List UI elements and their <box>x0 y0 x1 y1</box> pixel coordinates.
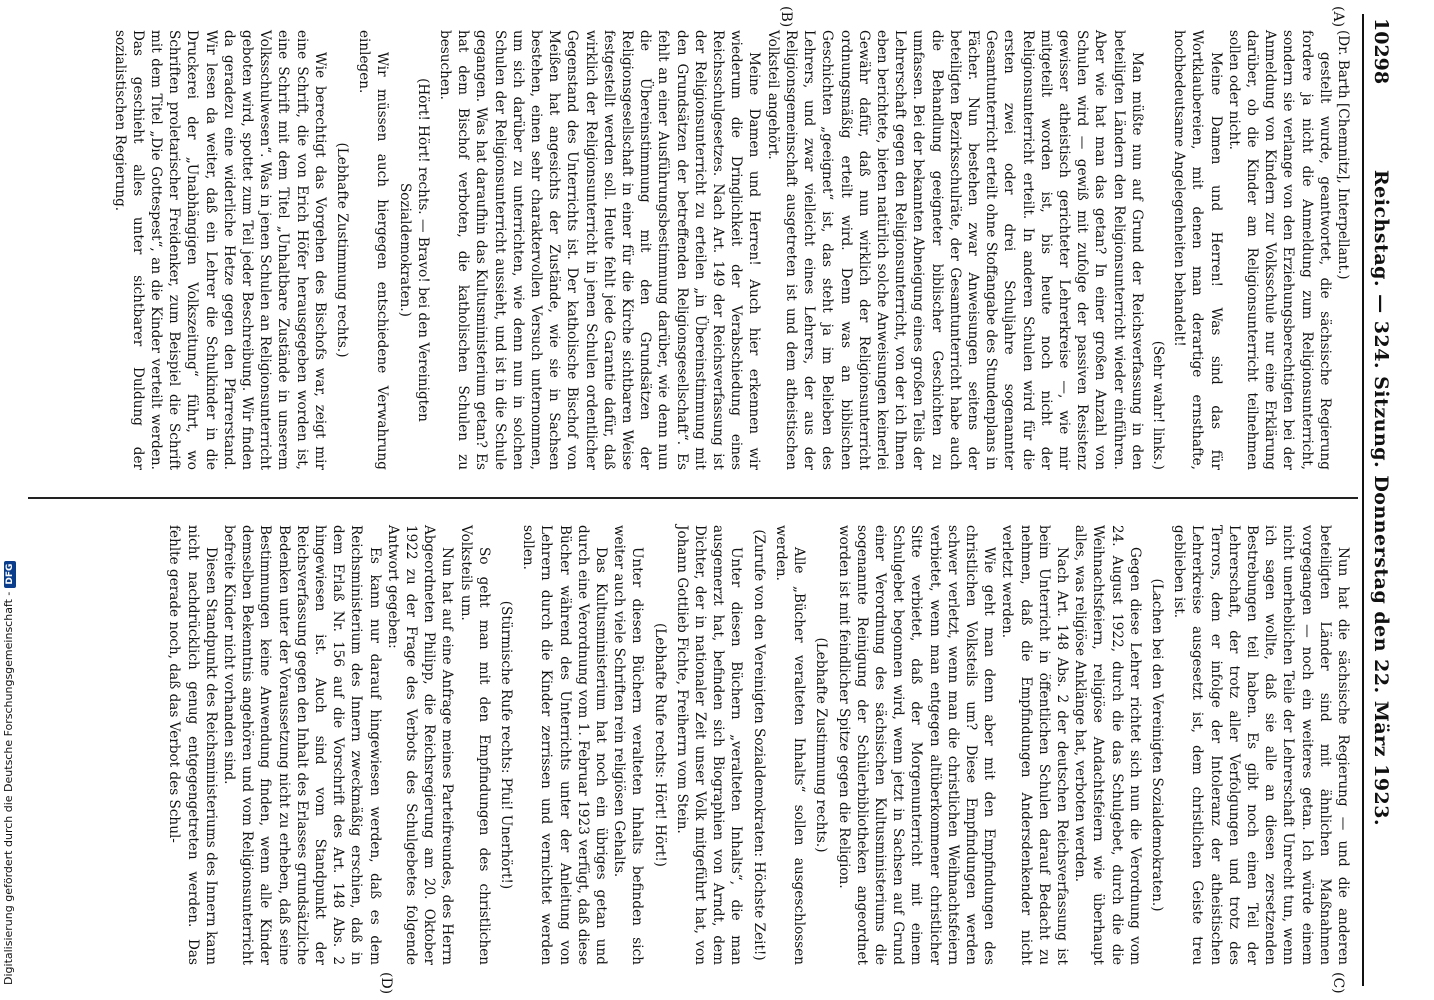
interjection: (Zurufe von den Vereinigten Sozialdemokraten: Höchste Zeit!) <box>750 529 767 961</box>
paragraph: Nun hat auf eine Anfrage meines Parteifreundes, des Herrn Abgeordneten Philipp, die Reichsregierung am 20. Oktober 1922 zu der Frage des Verbots des Schulgebetes folgende Antwort gegeben: <box>384 525 456 965</box>
header-rule <box>1362 14 1364 986</box>
dfg-logo: DFG <box>4 561 16 588</box>
paragraph: Meine Damen und Herren! Auch hier erkennen wir wiederum die Dringlichkeit der Verabschiedung eines Reichsschulgesetzes. Nach Art. 149 der Reichsverfassung ist der Religionsunterricht zu erteilen „in Übereinstimmung mit den Grundsätzen der betreffenden Religionsgesellschaft“. Es fehlt an einer Ausführungsbestimmung darüber, wie denn nun die Übereinstimmung mit den Grundsätzen der Religionsgesellschaft in einer für die Kirche sichtbaren Weise festgestellt werden soll. Heute fehlt jede Garantie dafür, daß wirklich der Religionsunterricht in jenen Schulen ordentlicher Gegenstand des Unterrichts ist. Der katholische Bischof von Meißen hat angesichts der Zustände, wie sie in Sachsen bestehen, einen sehr charaktervollen Versuch unternommen, um sich darüber zu unterrichten, wie denn nun in solchen Schulen der Religionsunterricht aussieht, und ist in die Schule gegangen. Was hat daraufhin das Kultusministerium getan? Es hat dem Bischof verboten, die katholischen Schulen zu besuchen. <box>437 30 763 470</box>
paragraph: Meine Damen und Herren! Was sind das für Wortklaubereien, mit denen man derartige ernsthafte, hochbedeutsame Angelegenheiten behandelt! <box>1171 30 1224 470</box>
paragraph: Alle „Bücher veralteten Inhalts“ sollen ausgeschlossen werden. <box>772 525 808 965</box>
margin-marker-b: (B) <box>778 6 794 28</box>
interjection: (Lachen bei den Vereinigten Sozialdemokraten.) <box>1148 578 1165 912</box>
paragraph: Wie berechtigt das Vorgehen des Bischofs war, zeigt mir eine Schrift, die von Erich Höfer herausgegeben worden ist, eine Schrift mit dem Titel „Unhaltbare Zustände in unserem Volksschulwesen“. Was in jenen Schulen an Religionsunterricht geboten wird, spottet zum Teil jeder Beschreibung. Wir finden da geradezu eine widerliche Hetze gegen den Pfarrerstand. Wir lesen da weiter, daß ein Lehrer die Schulkinder in die Druckerei der „Unabhängigen Volkszeitung“ führt, wo Schriften proletarischer Freidenker, zum Beispiel die Schrift mit dem Titel „Die Gottespest“, an die Kinder verteilt werden. Das geschieht alles unter sichtbarer Duldung der sozialistischen Regierung. <box>111 30 328 470</box>
page-number: 10298 <box>1370 18 1392 85</box>
page-header <box>1364 18 1394 978</box>
interjection: (Lebhafte Zustimmung rechts.) <box>334 142 351 358</box>
margin-marker-a: (A) <box>1330 6 1346 28</box>
paragraph: Unter diesen Büchern veralteten Inhalts befinden sich weiter auch viele Schriften rein religiösen Gehalts. <box>611 525 646 965</box>
paragraph: Wir müssen auch hiergegen entschiedene Verwahrung einlegen. <box>356 30 391 470</box>
digitization-credit-text: Digitalisierung gefördert durch die Deutsche Forschungsgemeinschaft - <box>2 591 15 985</box>
paragraph: So geht man mit den Empfindungen des christlichen Volksteils um. <box>457 525 492 965</box>
paragraph: Man müßte nun auf Grund der Reichsverfassung in den beteiligten Ländern den Religionsunterricht wieder einführen. Aber wie hat man das getan? In einer großen Anzahl von Schulen wird — gewiß mit zufolge der passiven Resistenz gewisser atheistisch gerichteter Lehrerkreise —, wie mir mitgeteilt worden ist, bis heute noch nicht der Religionsunterricht erteilt. In anderen Schulen wird für die ersten zwei oder drei Schuljahre sogenannter Gesamtunterricht erteilt ohne Stoffangabe des Stundenplans in Fächer. Nun bestehen zwar Anweisungen seitens der beteiligten Bezirksschulräte, der Gesamtunterricht habe auch die Behandlung geeigneter biblischer Geschichten zu umfassen. Bei der bekannten Abneigung eines großen Teils der Lehrerschaft gegen den Religionsunterricht, von der ich Ihnen eben berichtete, bieten natürlich solche Anweisungen keinerlei Gewähr dafür, daß nun wirklich der Religionsunterricht ordnungsmäßig erteilt wird. Denn was an biblischen Geschichten „geeignet“ ist, das steht ja im Belieben des Lehrers, und zwar vielleicht eines Lehrers, der aus der Religionsgemeinschaft ausgetreten ist und dem atheistischen Volksteil angehört. <box>764 30 1145 470</box>
paragraph: Es kann nur darauf hingewiesen werden, daß es dem Reichsministerium des Innern zweckmäßig erschien, daß in dem Erlaß Nr. 156 auf die Vorschrift des Art. 148 Abs. 2 hingewiesen ist. Auch sind vom Standpunkt der Reichsverfassung gegen den Inhalt des Erlasses grundsätzliche Bedenken unter der Voraussetzung nicht zu erheben, daß seine Bestimmungen keine Anwendung finden, wenn alle Kinder demselben Bekenntnis angehören und vom Religionsunterricht befreite Kinder nicht vorhanden sind. <box>221 525 383 965</box>
paragraph: Gegen diese Lehrer richtet sich nun die Verordnung vom 24. August 1922, durch die das Schulgebet, durch die die Weihnachtsfeiern, religiöse Andachtsfeiern wie überhaupt alles, was religiöse Anklänge hat, verboten werden. <box>1072 525 1143 965</box>
right-column <box>165 525 1352 965</box>
paragraph: Diesen Standpunkt des Reichsministeriums des Innern kann nicht nachdrücklich genug entgegengetreten werden. Das fehlte gerade noch, daß das Verbot des Schul- <box>166 525 219 965</box>
paragraph: Nun hat die sächsische Regierung — und die anderen beteiligten Länder sind mit ähnlichen Maßnahmen vorgegangen — noch ein weiteres getan. Ich würde einem nicht unerheblichen Teile der Lehrerschaft Unrecht tun, wenn ich sagen wollte, daß sie alle an diesen zersetzenden Bestrebungen teil haben. Es gibt noch einen Teil der Lehrerschaft, der trotz aller Verfolgungen und trotz des Terrors, dem er infolge der Intoleranz der atheistischen Lehrerkreise ausgesetzt ist, dem christlichen Geiste treu geblieben ist. <box>1171 525 1351 965</box>
paragraph: Nach Art. 148 Abs. 2 der deutschen Reichsverfassung ist beim Unterricht in öffentlichen Schulen darauf Bedacht zu nehmen, daß die Empfindungen Andersdenkender nicht verletzt werden. <box>999 525 1070 965</box>
margin-marker-d: (D) <box>378 972 394 995</box>
interjection: (Stürmische Rufe rechts: Pfui! Unerhört!) <box>498 600 515 890</box>
interjection: (Sehr wahr! links.) <box>1149 340 1166 470</box>
digitization-credit <box>2 561 16 985</box>
interjection: (Lebhafte Rufe rechts: Hört! Hört!) <box>651 623 668 867</box>
interjection: (Lebhafte Zustimmung rechts.) <box>813 637 830 853</box>
column-divider <box>28 497 1358 499</box>
margin-marker-c: (C) <box>1330 972 1346 994</box>
paragraph: gestellt wurde, geantwortet, die sächsische Regierung fordere ja nicht die Anmeldung zum Religionsunterricht, sondern sie verlange von den Erziehungsberechtigten bei der Anmeldung von Kindern zur Volksschule nur eine Erklärung darüber, ob die Kinder am Religionsunterricht teilnehmen sollen oder nicht. <box>1225 30 1333 470</box>
running-title: Reichstag. — 324. Sitzung. Donnerstag den 22. März 1923. <box>1370 169 1392 827</box>
paragraph: Wie geht man denn aber mit den Empfindungen des christlichen Volksteils um? Diese Empfindungen werden schwer verletzt, wenn man die christlichen Weihnachtsfeiern verbietet, wenn man entgegen altüberkommener christlicher Sitte verbietet, daß der Morgenunterricht mit einem Schulgebet begonnen wird, wenn jetzt in Sachsen auf Grund einer Verordnung des sächsischen Kultusministeriums die sogenannte Reinigung der Schülerbibliotheken angeordnet worden ist mit feindlicher Spitze gegen die Religion. <box>835 525 998 965</box>
paragraph: Das Kultusministerium hat noch ein übriges getan und durch eine Verordnung vom 1. Februar 1923 verfügt, daß diese Bücher während des Unterrichts unter der Anleitung von Lehrern durch die Kinder zerrissen und vernichtet werden sollen. <box>520 525 610 965</box>
paragraph: Unter diesen Büchern „veralteten Inhalts“, die man ausgemerzt hat, befinden sich Biographien von Arndt, dem Dichter, der in nationaler Zeit unser Volk mitgeführt hat, von Johann Gottlieb Fichte, Freiherrn vom Stein. <box>673 525 745 965</box>
interjection: (Hört! Hört! rechts. — Bravo! bei den Vereinigten Sozialdemokraten.) <box>396 78 431 422</box>
paragraph: (Dr. Barth [Chemnitz], Interpellant.) <box>1335 30 1351 280</box>
digitization-sidebar <box>0 0 24 1000</box>
left-column <box>110 30 1352 470</box>
